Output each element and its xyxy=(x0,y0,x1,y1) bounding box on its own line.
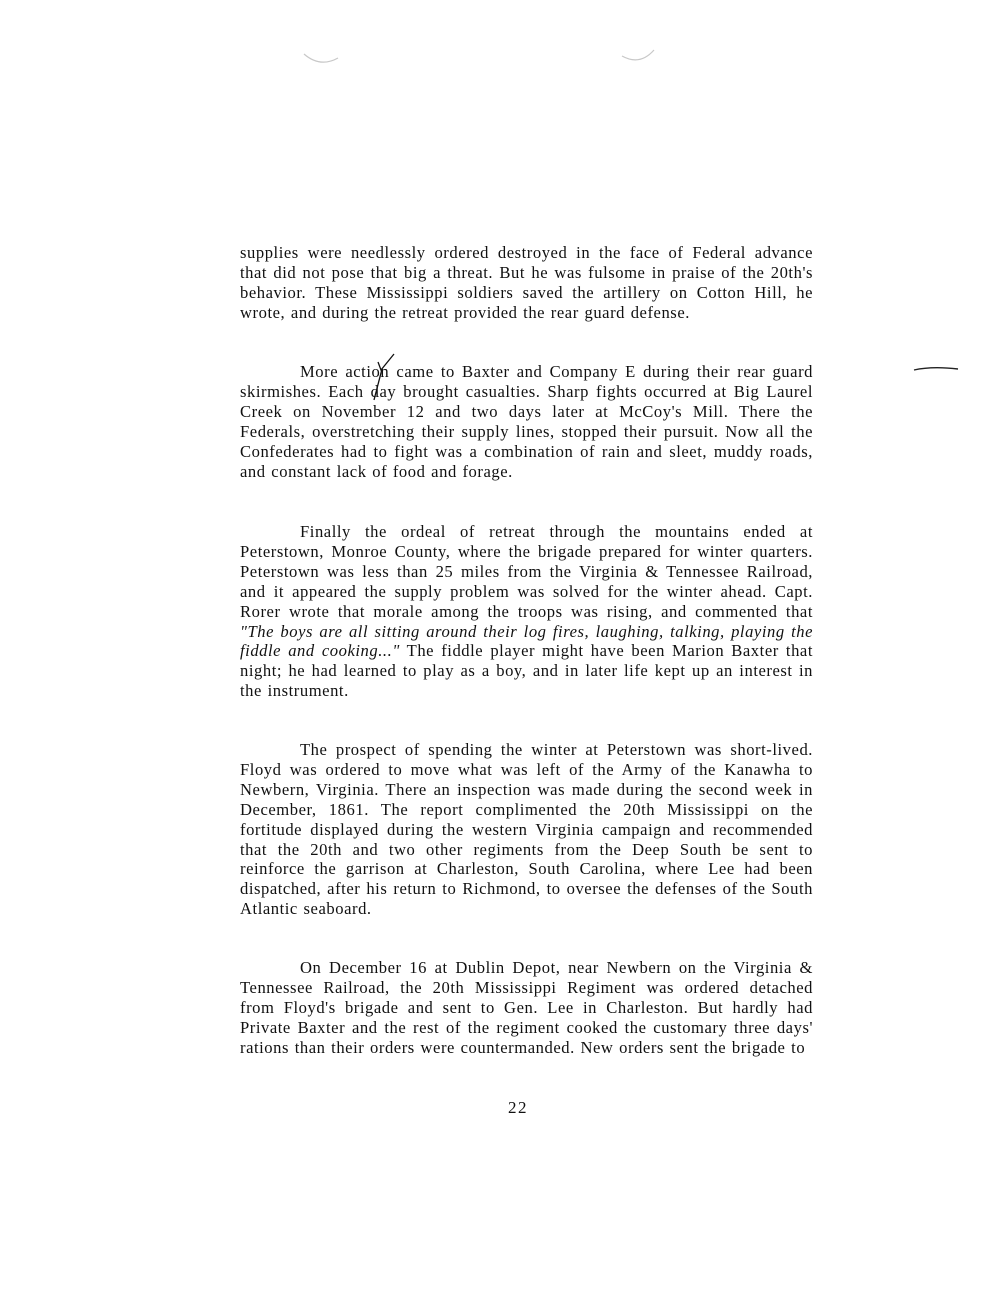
margin-dash-mark xyxy=(912,364,962,374)
paragraph-4-text: The prospect of spending the winter at Peterstown was short-lived. Floyd was ordered to move what was left of the Army of the Kanawha to Newbern, Virginia. There an inspection was made during the second week in December, 1861. The report complimented the 20th Mississippi on the fortitude displayed during the western Virginia campaign and recommended that the 20th and two other regiments from the Deep South be sent to reinforce the garrison at Charleston, South Carolina, where Lee had been dispatched, after his return to Richmond, to oversee the defenses of the South Atlantic seaboard. xyxy=(240,740,813,919)
paragraph-1-text: supplies were needlessly ordered destroyed in the face of Federal advance that did not pose that big a threat. But he was fulsome in praise of the 20th's behavior. These Mississippi soldiers saved the artillery on Cotton Hill, he wrote, and during the retreat provided the rear guard defense. xyxy=(240,243,813,322)
page-number: 22 xyxy=(508,1098,528,1117)
paragraph-3 xyxy=(240,522,813,701)
scan-artifact-right xyxy=(618,46,658,66)
paragraph-4 xyxy=(240,740,813,919)
paragraph-3-text-after-quote: The fiddle player might have been Marion Baxter that night; he had learned to play as a boy, and in later life kept up an interest in the instrument. xyxy=(240,641,813,701)
paragraph-3-quote: "The boys are all sitting around their log fires, laughing, talking, playing the fiddle and cooking..." xyxy=(240,621,813,661)
paragraph-2 xyxy=(240,362,813,481)
scan-artifact-left xyxy=(302,48,342,68)
paragraph-2-text: More action came to Baxter and Company E during their rear guard skirmishes. Each day brought casualties. Sharp fights occurred at Big Laurel Creek on November 12 and two days later at McCoy's Mill. There the Federals, overstretching their supply lines, stopped their pursuit. Now all the Confederates had to fight was a combination of rain and sleet, muddy roads, and constant lack of food and forage. xyxy=(240,362,813,481)
paragraph-3-text-before-quote: Finally the ordeal of retreat through the mountains ended at Peterstown, Monroe County, where the brigade prepared for winter quarters. Peterstown was less than 25 miles from the Virginia & Tennessee Railroad, and it appeared the supply problem was solved for the winter ahead. Capt. Rorer wrote that morale among the troops was rising, and commented that xyxy=(240,522,813,621)
paragraph-5 xyxy=(240,958,813,1058)
paragraph-1 xyxy=(240,243,813,323)
paragraph-3-text xyxy=(240,522,813,701)
paragraph-5-text: On December 16 at Dublin Depot, near Newbern on the Virginia & Tennessee Railroad, the 20th Mississippi Regiment was ordered detached from Floyd's brigade and sent to Gen. Lee in Charleston. But hardly had Private Baxter and the rest of the regiment cooked the customary three days' rations than their orders were countermanded. New orders sent the brigade to xyxy=(240,958,813,1057)
